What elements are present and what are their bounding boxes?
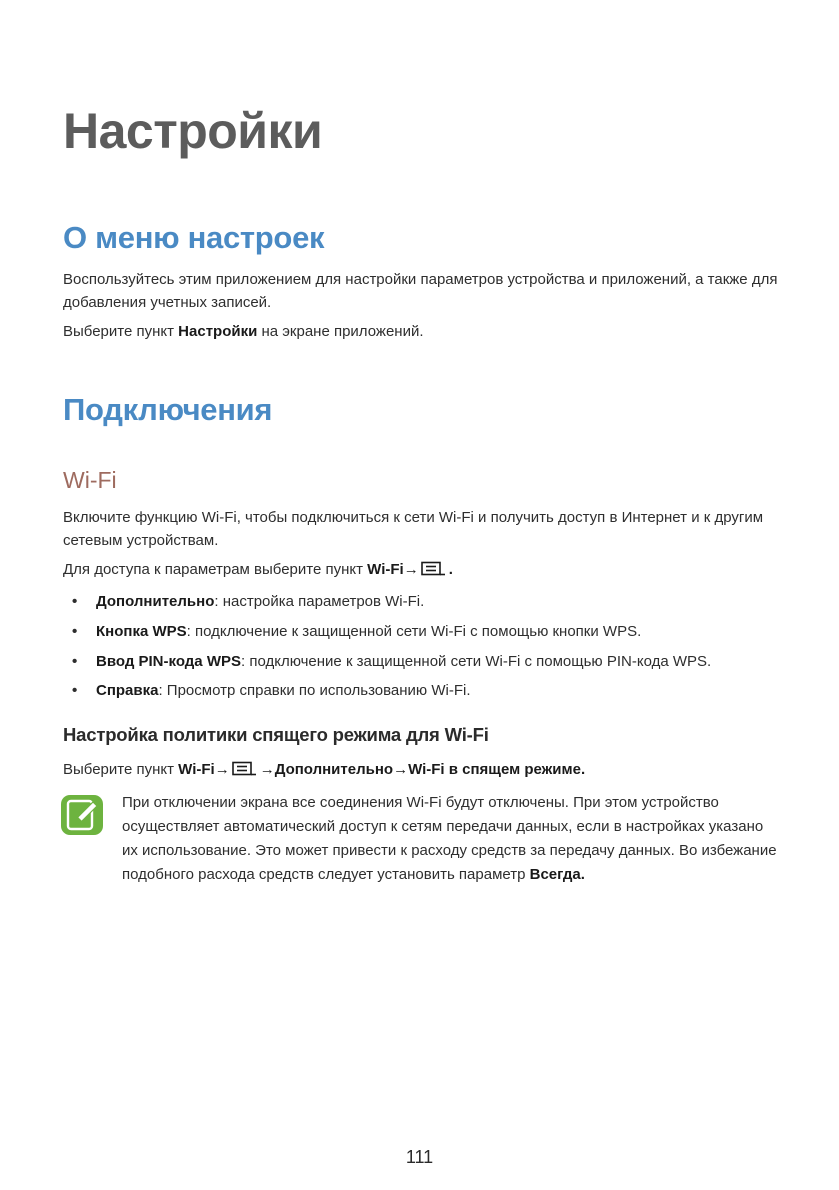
option-desc: : Просмотр справки по использованию Wi-Fi. [158, 682, 471, 699]
arrow: → [259, 761, 275, 778]
text: на экране приложений. [257, 323, 424, 340]
menu-key-icon [232, 761, 258, 784]
period: . [448, 561, 453, 578]
section-heading-connections: Подключения [63, 392, 273, 427]
wifi-instruction [63, 558, 778, 584]
menu-key-icon [421, 561, 447, 584]
arrow: → [214, 761, 230, 778]
text: При отключении экрана все соединения Wi-Fi будут отключены. При этом устройство осуществляет автоматический доступ к сетям передачи данных, если в настройках указано их использование. Это может привести к расходу средств за передачу данных. Во избежание подобного расхода средств следует установить параметр [122, 794, 777, 883]
about-instruction [63, 320, 778, 343]
wifi-paragraph: Включите функцию Wi-Fi, чтобы подключиться к сети Wi-Fi и получить доступ в Интернет и к другим сетевым устройствам. [63, 509, 764, 549]
bullet: • [72, 653, 78, 670]
subsection-heading-wifi: Wi-Fi [63, 467, 117, 493]
note-text [122, 791, 782, 887]
advanced-term: Дополнительно [274, 761, 394, 778]
subsection-heading-sleep-policy: Настройка политики спящего режима для Wi-Fi [63, 724, 489, 745]
option-desc: : подключение к защищенной сети Wi-Fi с помощью кнопки WPS. [186, 623, 642, 640]
always-term: Всегда [529, 866, 581, 883]
list-item [72, 620, 641, 643]
sleep-term: Wi-Fi в спящем режиме [408, 761, 581, 778]
period: . [580, 866, 585, 883]
about-paragraph: Воспользуйтесь этим приложением для настройки параметров устройства и приложений, а также для добавления учетных записей. [63, 271, 778, 311]
list-item [72, 679, 471, 702]
option-term: Кнопка WPS [96, 623, 187, 640]
option-term: Справка [96, 682, 159, 699]
wifi-term: Wi-Fi [178, 761, 215, 778]
text: Для доступа к параметрам выберите пункт [63, 561, 368, 578]
list-item [72, 650, 711, 673]
bullet: • [72, 682, 78, 699]
wifi-term: Wi-Fi [367, 561, 404, 578]
arrow: → [403, 561, 419, 578]
sleep-policy-instruction [63, 758, 778, 784]
bullet: • [72, 593, 78, 610]
text: Выберите пункт [63, 761, 179, 778]
note-pencil-icon [60, 794, 104, 836]
list-item [72, 590, 424, 613]
text: Выберите пункт [63, 323, 179, 340]
bullet: • [72, 623, 78, 640]
option-desc: : настройка параметров Wi-Fi. [214, 593, 425, 610]
section-heading-about: О меню настроек [63, 220, 325, 255]
page-title: Настройки [63, 103, 323, 159]
option-term: Ввод PIN-кода WPS [96, 653, 241, 670]
settings-term: Настройки [178, 323, 258, 340]
page-number: 111 [405, 1147, 434, 1167]
option-term: Дополнительно [96, 593, 215, 610]
arrow: → [393, 761, 409, 778]
option-desc: : подключение к защищенной сети Wi-Fi с помощью PIN-кода WPS. [240, 653, 712, 670]
period: . [580, 761, 586, 778]
